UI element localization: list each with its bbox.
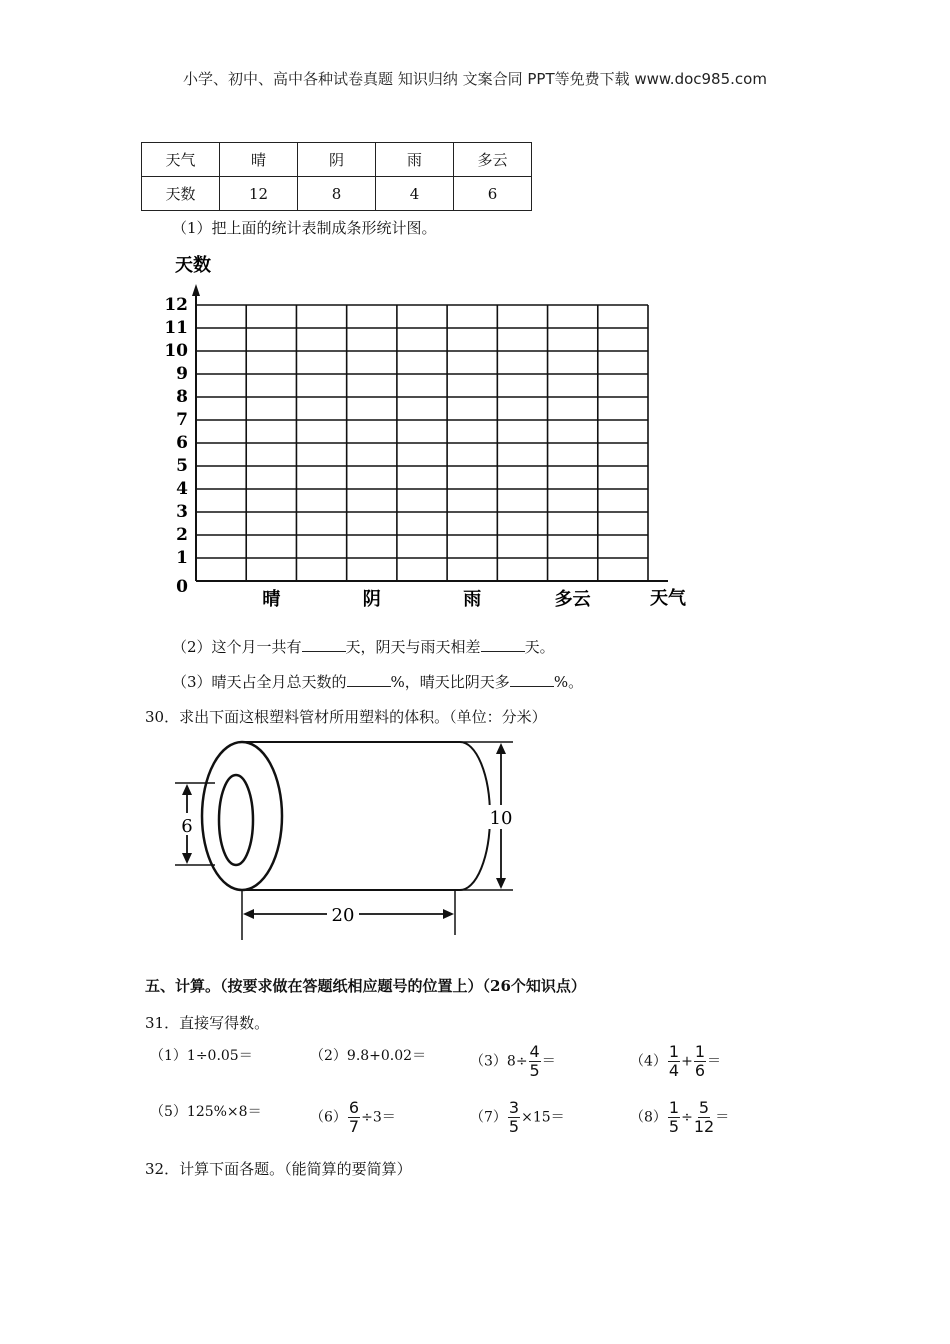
calc-item-2: （2）9.8+0.02＝ [310,1048,427,1064]
answer-blank[interactable] [510,672,554,687]
calc-suffix: ＝ [715,1109,730,1126]
y-tick-label: 11 [164,318,188,338]
y-tick-label: 6 [176,433,188,453]
x-axis-label: 天气 [650,588,686,609]
numerator: 1 [668,1098,680,1117]
weather-table [141,142,532,211]
y-ticks [164,295,188,597]
y-tick-label: 7 [176,410,188,430]
calc-item-3 [470,1044,556,1079]
q2-text-b: 天，阴天与雨天相差 [345,638,481,656]
fraction [668,1044,680,1079]
table-cell: 晴 [220,143,298,177]
calc-prefix: （8） [630,1109,667,1126]
table-cell: 12 [220,177,298,211]
q3-text-a: （3）晴天占全月总天数的 [172,673,347,691]
question-3 [172,671,583,692]
y-tick-label: 10 [164,341,188,361]
question-1: （1）把上面的统计表制成条形统计图。 [172,219,437,237]
x-category-label: 雨 [463,589,482,610]
calc-item-4 [630,1044,721,1079]
section-5-heading: 五、计算。（按要求做在答题纸相应题号的位置上）（26个知识点） [145,977,586,995]
calc-suffix: ×15＝ [521,1109,565,1126]
y-tick-label: 0 [176,577,188,597]
y-axis-label: 天数 [175,255,211,276]
calc-prefix: （3）8÷ [470,1053,528,1070]
denominator: 5 [508,1117,520,1136]
y-tick-label: 5 [176,456,188,476]
pipe-diagram [165,735,525,945]
table-cell: 4 [376,177,454,211]
calc-prefix: （4） [630,1053,667,1070]
row-header: 天数 [142,177,220,211]
x-category-label: 阴 [362,589,381,610]
calc-item-5: （5）125%×8＝ [150,1104,262,1120]
table-cell: 多云 [454,143,532,177]
calc-suffix: ＝ [707,1053,722,1070]
question-30: 30．求出下面这根塑料管材所用塑料的体积。（单位：分米） [145,708,547,726]
table-row [142,177,532,211]
q2-text-c: 天。 [524,638,555,656]
table-row [142,143,532,177]
y-tick-label: 3 [176,502,188,522]
fraction [529,1044,541,1079]
numerator: 3 [508,1098,520,1117]
calc-item-6 [310,1100,396,1135]
calc-item-7 [470,1100,565,1135]
question-31: 31．直接写得数。 [145,1014,270,1032]
y-axis-arrow [192,284,200,296]
calc-suffix: ÷3＝ [361,1109,396,1126]
y-tick-label: 9 [176,364,188,384]
y-tick-label: 2 [176,525,188,545]
table-cell: 6 [454,177,532,211]
question-32: 32．计算下面各题。（能简算的要简算） [145,1160,412,1178]
page-header: 小学、初中、高中各种试卷真题 知识归纳 文案合同 PPT等免费下载 www.doc985.com [183,70,767,88]
calc-suffix: ＝ [541,1053,556,1070]
x-category-label: 多云 [554,589,591,610]
x-ticks [262,588,590,610]
fraction [348,1100,360,1135]
q3-text-c: %。 [553,673,584,691]
row-header: 天气 [142,143,220,177]
bar-chart-grid [160,248,710,618]
numerator: 1 [694,1042,706,1061]
fraction [668,1100,680,1135]
denominator: 6 [694,1061,706,1080]
denominator: 4 [668,1061,680,1080]
fraction [508,1100,520,1135]
operator: + [681,1053,693,1070]
table-cell: 雨 [376,143,454,177]
q2-text-a: （2）这个月一共有 [172,638,302,656]
question-2 [172,636,555,657]
table-cell: 阴 [298,143,376,177]
y-tick-label: 4 [176,479,188,499]
denominator: 5 [529,1061,540,1080]
calc-prefix: （6） [310,1109,347,1126]
denominator: 5 [668,1117,680,1136]
length-label: 20 [331,905,355,926]
calc-prefix: （7） [470,1109,507,1126]
denominator: 7 [348,1117,360,1136]
table-cell: 8 [298,177,376,211]
y-tick-label: 8 [176,387,188,407]
inner-diameter-label: 6 [181,816,193,837]
outer-diameter-label: 10 [489,808,513,829]
numerator: 1 [668,1042,680,1061]
y-tick-label: 1 [176,548,188,568]
calc-item-1: （1）1÷0.05＝ [150,1048,253,1064]
fraction [694,1044,706,1079]
answer-blank[interactable] [347,672,391,687]
operator: ÷ [681,1109,693,1126]
calc-item-8 [630,1100,729,1135]
x-category-label: 晴 [262,589,281,610]
fraction [694,1100,714,1135]
y-tick-label: 12 [164,295,188,315]
answer-blank[interactable] [302,637,346,652]
numerator: 6 [348,1098,360,1117]
numerator: 4 [529,1042,540,1061]
grid [192,284,668,581]
numerator: 5 [698,1098,710,1117]
q3-text-b: %，晴天比阴天多 [390,673,510,691]
denominator: 12 [693,1117,715,1136]
answer-blank[interactable] [481,637,525,652]
